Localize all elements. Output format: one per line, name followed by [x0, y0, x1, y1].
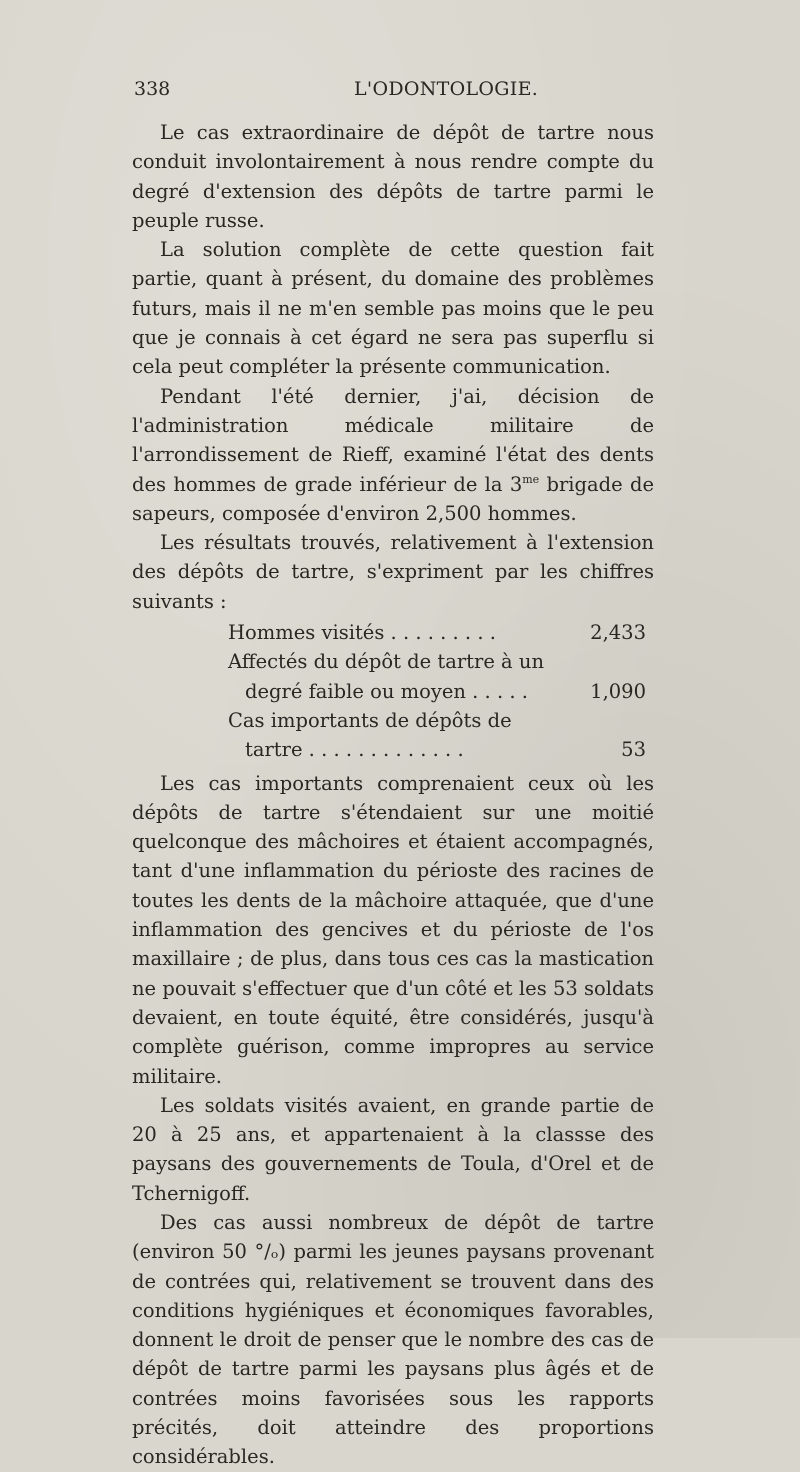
paragraph: Le cas extraordinaire de dépôt de tartre nous conduit involontairement à nous rendre compte du degré d'extension des dépôts de tartre parmi le peuple russe. [132, 121, 654, 232]
paragraph [132, 382, 654, 528]
stat-row [228, 618, 654, 647]
paragraph: Les résultats trouvés, relativement à l'extension des dépôts de tartre, s'expriment par les chiffres suivants : [132, 531, 654, 613]
stat-label: Cas importants de dépôts de tartre . . . . . . . . . . . . . [228, 708, 512, 762]
paragraph: Les soldats visités avaient, en grande partie de 20 à 25 ans, et appartenaient à la classse des paysans des gouvernements de Toula, d'Orel et de Tchernigoff. [132, 1093, 654, 1205]
stat-label: Affectés du dépôt de tartre à un degré faible ou moyen . . . . . [228, 650, 544, 703]
paragraph: La solution complète de cette question fait partie, quant à présent, du domaine des problèmes futurs, mais il ne m'en semble pas moins que le peu que je connais à cet égard ne sera pas superflu si cela peut compléter la présente communication. [132, 238, 654, 379]
paragraph: Les cas importants comprenaient ceux où les dépôts de tartre s'étendaient sur une moitié quelconque des mâchoires et étaient accompagnés, tant d'une inflammation du périoste des racines de toutes les dents de la mâchoire attaquée, que d'une inflammation des gencives et du périoste de l'os maxillaire ; de plus, dans tous ces cas la mastication ne pouvait s'effectuer que d'un côté et les 53 soldats devaient, en toute équité, être considérés, jusqu'à complète guérison, comme impropres au service militaire. [132, 771, 654, 1088]
page-number: 338 [134, 78, 171, 100]
stat-value: 2,433 [590, 621, 646, 645]
paragraph-text: brigade de sapeurs, composée d'environ 2,500 hommes. [132, 472, 654, 525]
stat-row [228, 706, 654, 765]
page-body [132, 118, 654, 1472]
ordinal-superscript: me [522, 472, 540, 486]
stat-value: 53 [621, 738, 646, 762]
stat-value: 1,090 [590, 679, 646, 703]
running-title: L'ODONTOLOGIE. [354, 78, 539, 100]
stat-row [228, 647, 654, 706]
paragraph-text: Pendant l'été dernier, j'ai, décision de l'administration médicale militaire de l'arrondissement de Rieff, examiné l'état des dents des hommes de grade inférieur de la 3 [132, 384, 654, 496]
paragraph: Des cas aussi nombreux de dépôt de tartre (environ 50 °/ₒ) parmi les jeunes paysans provenant de contrées qui, relativement se trouvent dans des conditions hygiéniques et économiques favorables, donnent le droit de penser que le nombre des cas de dépôt de tartre parmi les paysans plus âgés et de contrées moins favorisées sous les rapports précités, doit atteindre des proportions considérables. [132, 1210, 654, 1469]
page-header [134, 78, 654, 108]
statistics-table [228, 618, 654, 764]
stat-label: Hommes visités . . . . . . . . . [228, 621, 496, 645]
